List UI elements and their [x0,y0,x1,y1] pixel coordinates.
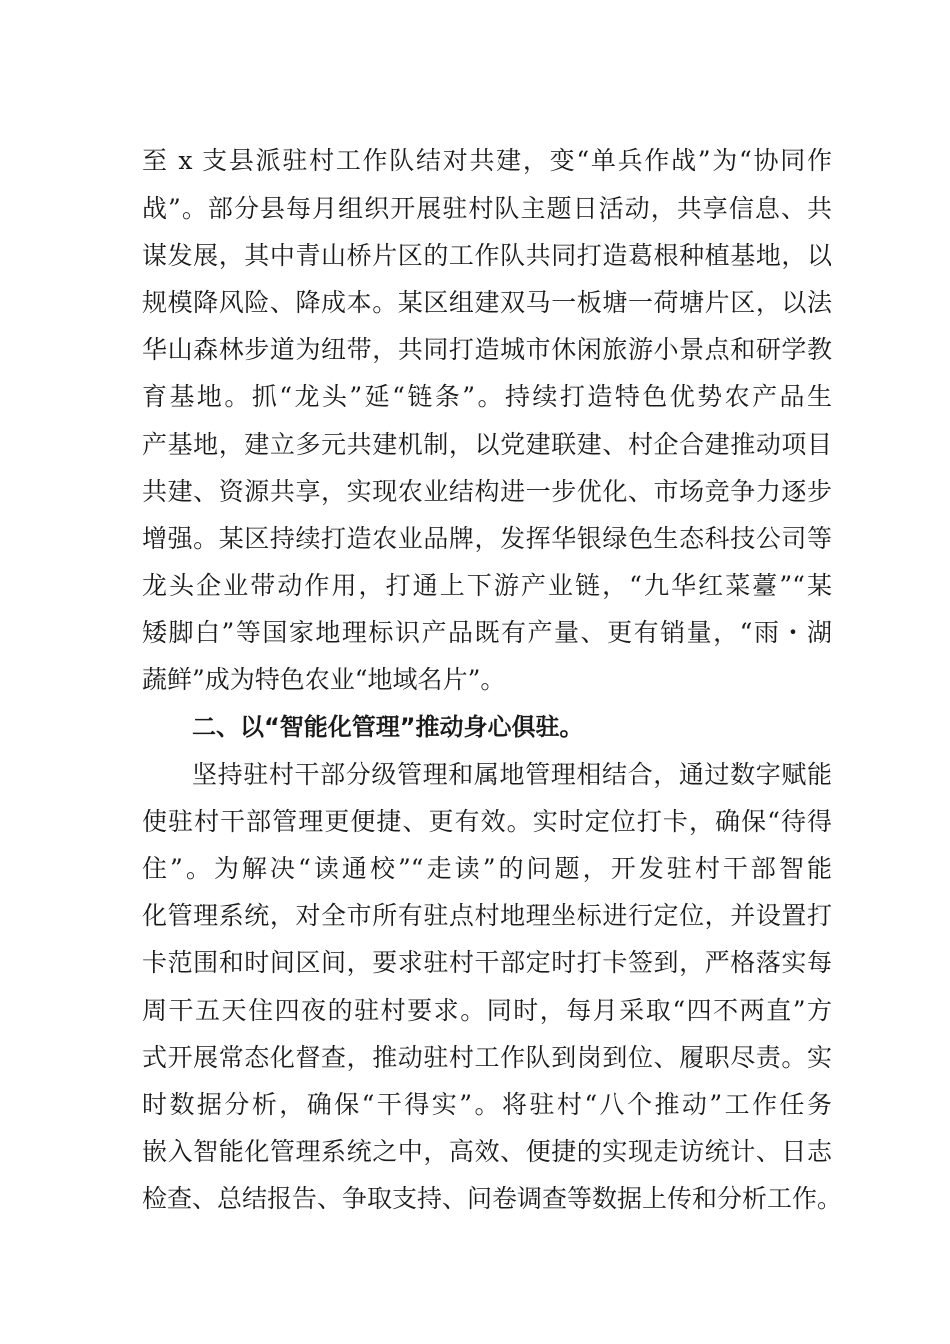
paragraph-line: 坚持驻村干部分级管理和属地管理相结合，通过数字赋能 [192,760,832,789]
paragraph-line: 蔬鲜”成为特色农业“地域名片”。 [142,665,506,694]
paragraph-line: 龙头企业带动作用，打通上下游产业链，“九华红菜薹”“某 [142,571,832,600]
paragraph-line: 嵌入智能化管理系统之中，高效、便捷的实现走访统计、日志 [142,1137,832,1166]
paragraph-line: 检查、总结报告、争取支持、问卷调查等数据上传和分析工作。 [142,1184,843,1213]
paragraph-line: 增强。某区持续打造农业品牌，发挥华银绿色生态科技公司等 [142,524,832,553]
paragraph-line: 产基地，建立多元共建机制，以党建联建、村企合建推动项目 [142,430,832,459]
paragraph-line: 式开展常态化督查，推动驻村工作队到岗到位、履职尽责。实 [142,1043,832,1072]
paragraph-line: 时数据分析，确保“干得实”。将驻村“八个推动”工作任务 [142,1090,832,1119]
paragraph-line: 共建、资源共享，实现农业结构进一步优化、市场竞争力逐步 [142,477,832,506]
paragraph-line: 化管理系统，对全市所有驻点村地理坐标进行定位，并设置打 [142,901,832,930]
paragraph-line: 卡范围和时间区间，要求驻村干部定时打卡签到，严格落实每 [142,948,832,977]
paragraph-line: 育基地。抓“龙头”延“链条”。持续打造特色优势农产品生 [142,382,832,411]
paragraph-line: 战”。部分县每月组织开展驻村队主题日活动，共享信息、共 [142,194,832,223]
paragraph-line: 矮脚白”等国家地理标识产品既有产量、更有销量，“雨・湖 [142,618,832,647]
section-heading: 二、以“智能化管理”推动身心俱驻。 [192,713,584,741]
paragraph-line: 周干五天住四夜的驻村要求。同时，每月采取“四不两直”方 [142,996,832,1025]
paragraph-line: 至 x 支县派驻村工作队结对共建，变“单兵作战”为“协同作 [142,146,832,175]
paragraph-line: 华山森林步道为纽带，共同打造城市休闲旅游小景点和研学教 [142,335,832,364]
paragraph-line: 规模降风险、降成本。某区组建双马一板塘一荷塘片区，以法 [142,288,832,317]
paragraph-line: 使驻村干部管理更便捷、更有效。实时定位打卡，确保“待得 [142,807,832,836]
paragraph-line: 谋发展，其中青山桥片区的工作队共同打造葛根种植基地，以 [142,241,832,270]
paragraph-line: 住”。为解决“读通校”“走读”的问题，开发驻村干部智能 [142,854,832,883]
